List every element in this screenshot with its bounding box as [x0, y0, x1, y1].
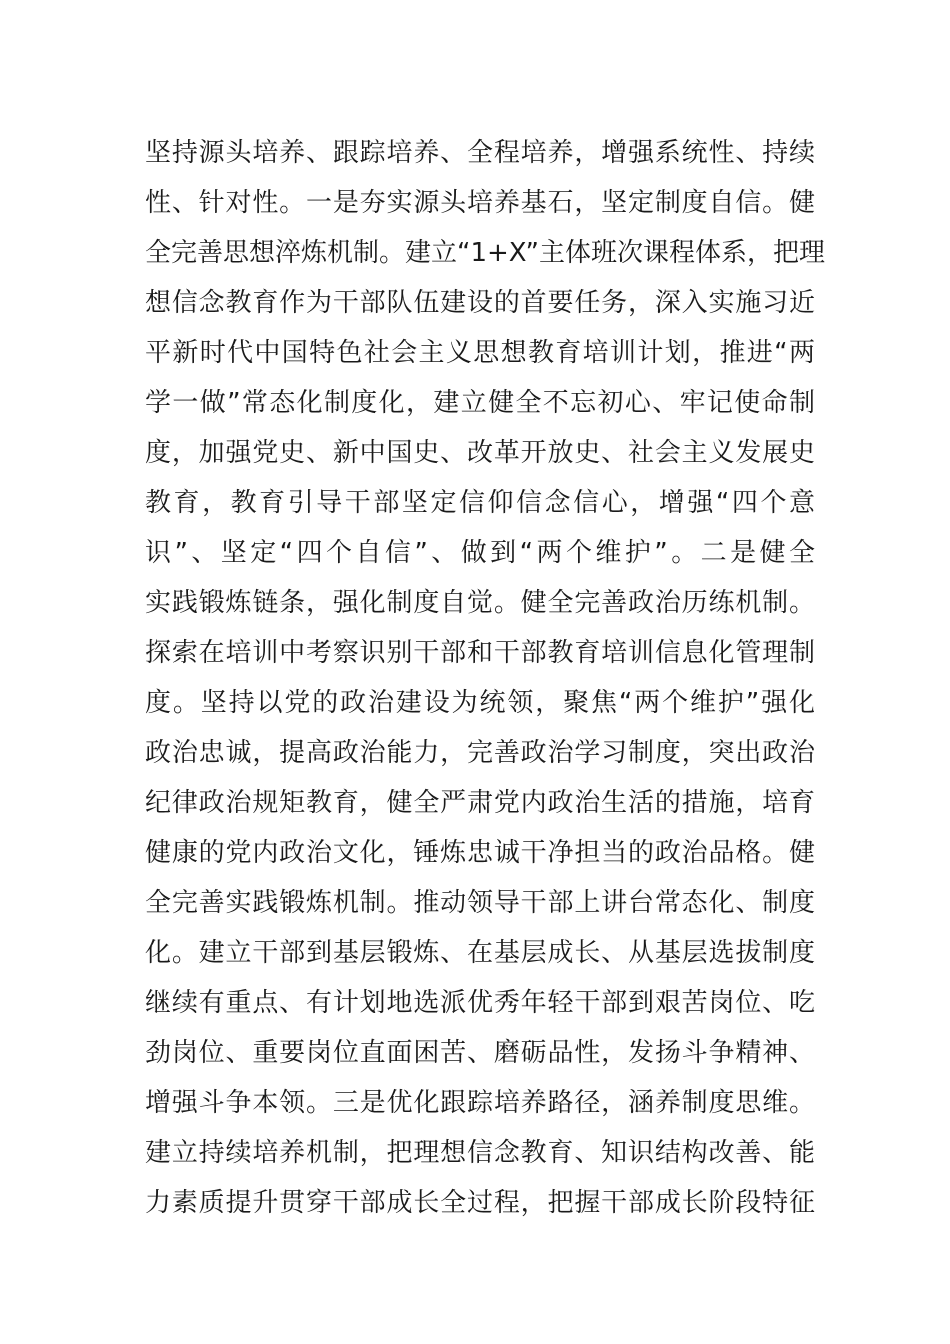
text-line: 政治忠诚，提高政治能力，完善政治学习制度，突出政治: [145, 738, 815, 768]
text-line: 继续有重点、有计划地选派优秀年轻干部到艰苦岗位、吃: [145, 988, 815, 1018]
text-line: 增强斗争本领。三是优化跟踪培养路径，涵养制度思维。: [145, 1088, 815, 1118]
text-line: 全完善实践锻炼机制。推动领导干部上讲台常态化、制度: [145, 888, 815, 918]
text-line: 化。建立干部到基层锻炼、在基层成长、从基层选拔制度: [145, 938, 815, 968]
text-line: 健康的党内政治文化，锤炼忠诚干净担当的政治品格。健: [145, 838, 815, 868]
text-line: 探索在培训中考察识别干部和干部教育培训信息化管理制: [145, 638, 815, 668]
text-line: 识”、坚定“四个自信”、做到“两个维护”。二是健全: [145, 538, 815, 568]
text-line: 坚持源头培养、跟踪培养、全程培养，增强系统性、持续: [145, 138, 815, 168]
text-line: 建立持续培养机制，把理想信念教育、知识结构改善、能: [145, 1138, 815, 1168]
text-line: 全完善思想淬炼机制。建立“1+X”主体班次课程体系，把理: [145, 238, 826, 268]
text-line: 度。坚持以党的政治建设为统领，聚焦“两个维护”强化: [145, 688, 815, 718]
text-line: 想信念教育作为干部队伍建设的首要任务，深入实施习近: [145, 288, 815, 318]
text-line: 度，加强党史、新中国史、改革开放史、社会主义发展史: [145, 438, 815, 468]
text-line: 实践锻炼链条，强化制度自觉。健全完善政治历练机制。: [145, 588, 815, 618]
text-line: 平新时代中国特色社会主义思想教育培训计划，推进“两: [145, 338, 815, 368]
text-line: 劲岗位、重要岗位直面困苦、磨砺品性，发扬斗争精神、: [145, 1038, 815, 1068]
text-line: 纪律政治规矩教育，健全严肃党内政治生活的措施，培育: [145, 788, 815, 818]
body-text: [145, 128, 826, 1228]
text-line: 性、针对性。一是夯实源头培养基石，坚定制度自信。健: [145, 188, 815, 218]
text-line: 学一做”常态化制度化，建立健全不忘初心、牢记使命制: [145, 388, 815, 418]
text-line: 教育，教育引导干部坚定信仰信念信心，增强“四个意: [145, 488, 815, 518]
text-line: 力素质提升贯穿干部成长全过程，把握干部成长阶段特征: [145, 1188, 815, 1218]
